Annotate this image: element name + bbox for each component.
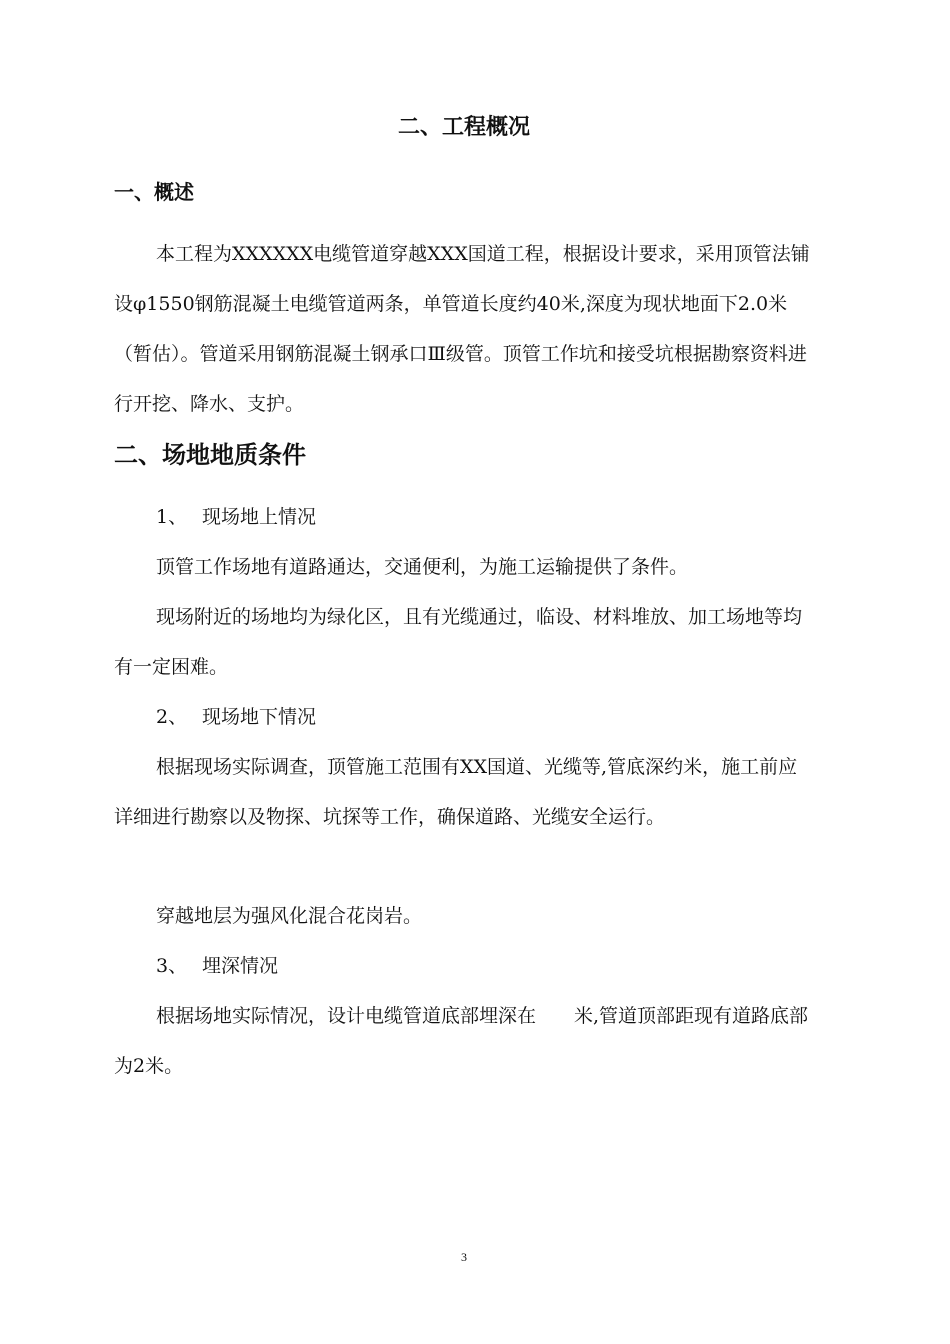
subheading-number: 2、 [156, 706, 188, 728]
above-ground-paragraph: 现场附近的场地均为绿化区，且有光缆通过，临设、材料堆放、加工场地等均有一定困难。 [114, 606, 803, 678]
subheading-number: 3、 [156, 955, 188, 977]
burial-depth-paragraph: 根据场地实际情况，设计电缆管道底部埋深在 米,管道顶部距现有道路底部为2米。 [114, 1005, 809, 1077]
subheading-above-ground [156, 492, 316, 542]
above-ground-paragraph: 顶管工作场地有道路通达，交通便利，为施工运输提供了条件。 [156, 556, 689, 578]
underground-paragraph: 穿越地层为强风化混合花岗岩。 [156, 905, 423, 927]
subheading-title: 埋深情况 [202, 955, 279, 977]
subheading-number: 1、 [156, 506, 188, 528]
subheading-title: 现场地上情况 [202, 506, 317, 528]
subheading-title: 现场地下情况 [202, 706, 317, 728]
underground-paragraph: 根据现场实际调查，顶管施工范围有XX国道、光缆等,管底深约米，施工前应详细进行勘察以及物探、坑探等工作，确保道路、光缆安全运行。 [114, 756, 798, 828]
page-number: 3 [461, 1250, 467, 1264]
section-heading-overview: 一、概述 [114, 180, 194, 204]
subheading-underground [156, 692, 316, 742]
document-title: 二、工程概况 [397, 115, 530, 140]
overview-paragraph: 本工程为XXXXXX电缆管道穿越XXX国道工程，根据设计要求，采用顶管法铺设φ1550钢筋混凝土电缆管道两条，单管道长度约40米,深度为现状地面下2.0米（暂估）。管道采用钢筋混凝土钢承口Ⅲ级管。顶管工作坑和接受坑根据勘察资料进行开挖、降水、支护。 [114, 243, 810, 415]
section-heading-site-geology: 二、场地地质条件 [114, 441, 306, 469]
subheading-burial-depth [156, 941, 278, 991]
